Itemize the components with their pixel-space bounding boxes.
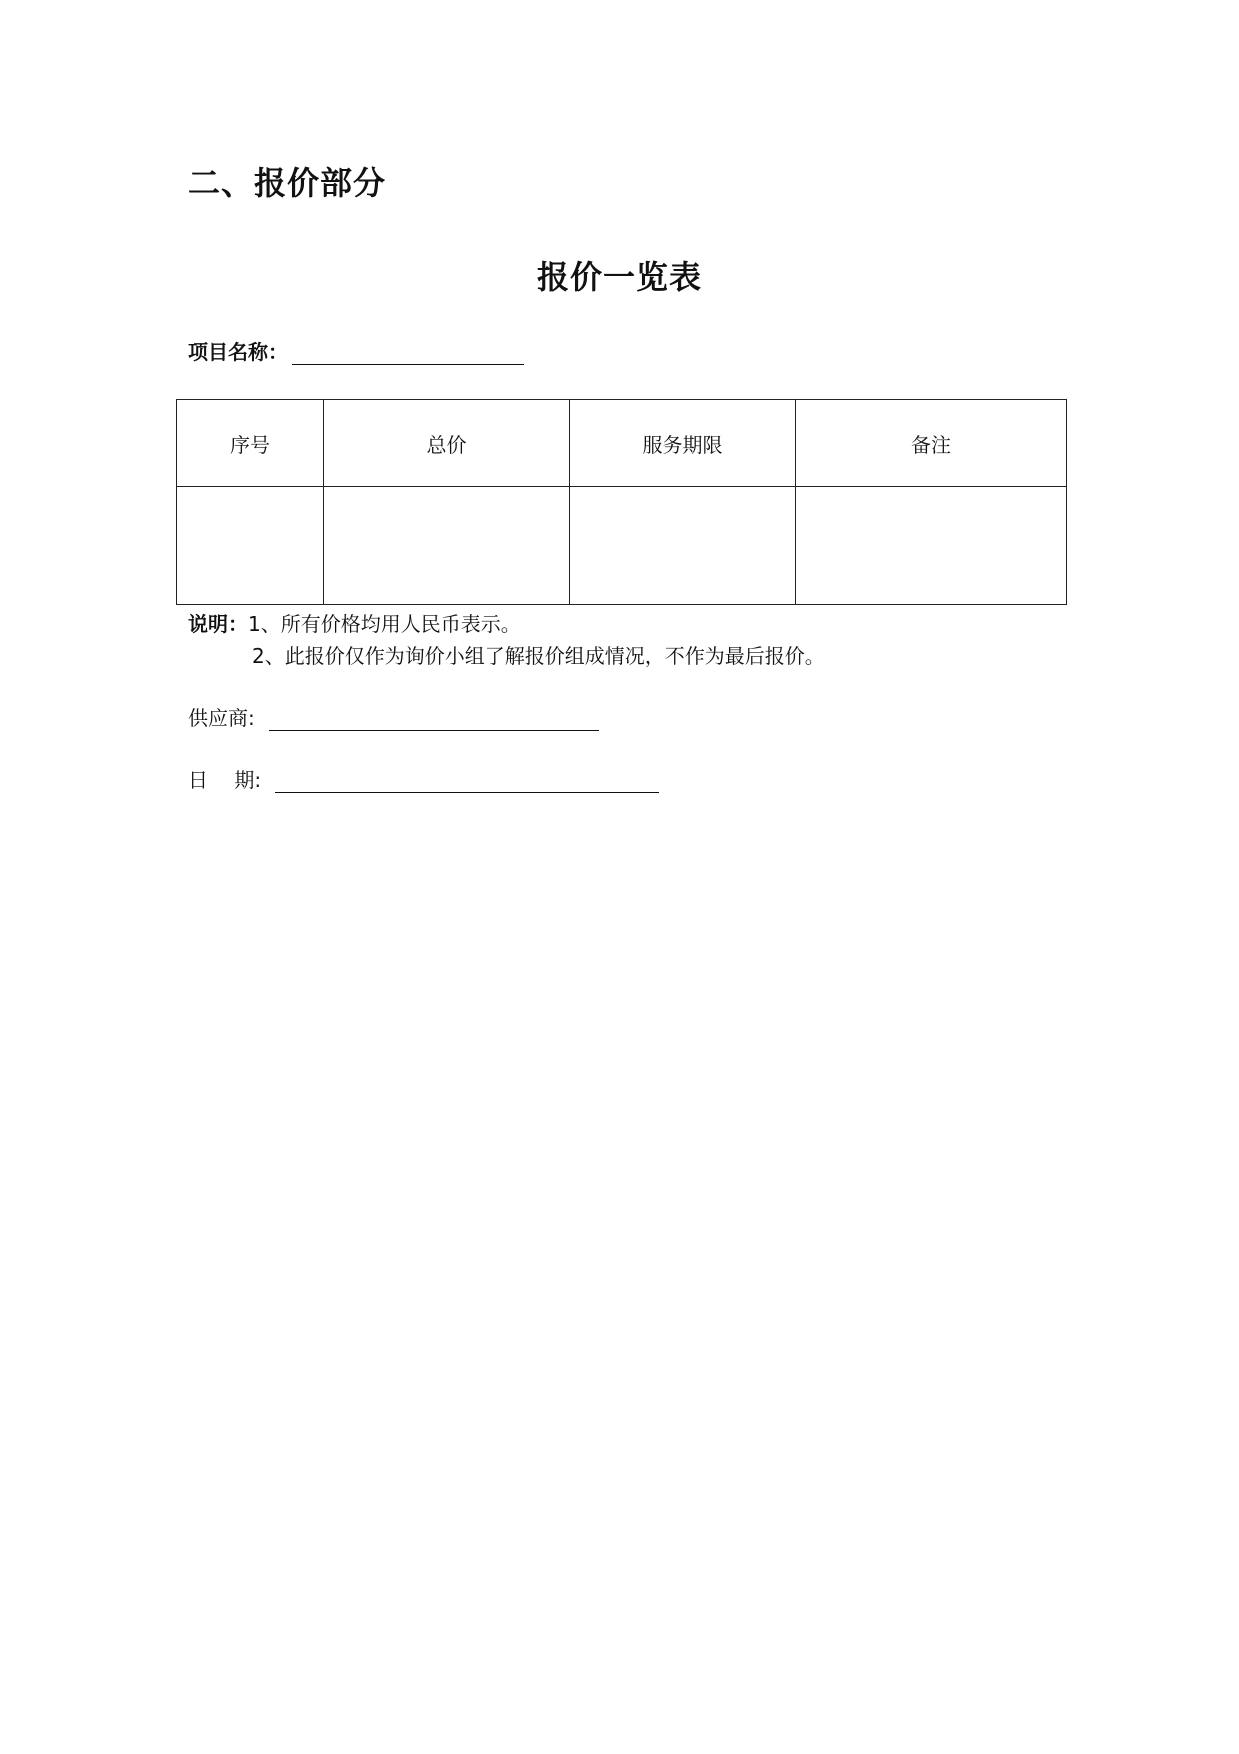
supplier-blank[interactable] xyxy=(269,708,599,731)
cell-service-period[interactable] xyxy=(570,487,796,605)
header-service-period: 服务期限 xyxy=(570,400,796,487)
cell-total-price[interactable] xyxy=(324,487,570,605)
date-blank[interactable] xyxy=(275,770,659,793)
note-line-2 xyxy=(188,640,825,672)
note-line-1 xyxy=(188,608,825,640)
quote-table xyxy=(176,399,1067,605)
header-total-price: 总价 xyxy=(324,400,570,487)
notes xyxy=(188,608,825,672)
table-header-row xyxy=(177,400,1067,487)
cell-index[interactable] xyxy=(177,487,324,605)
header-index: 序号 xyxy=(177,400,324,487)
supplier-row xyxy=(188,702,599,731)
project-name-row xyxy=(188,336,524,365)
table-row xyxy=(177,487,1067,605)
date-row xyxy=(188,764,659,793)
project-name-blank[interactable] xyxy=(292,342,524,365)
table-title: 报价一览表 xyxy=(536,258,702,296)
cell-remarks[interactable] xyxy=(796,487,1067,605)
date-label: 日 期: xyxy=(188,768,262,792)
project-name-label: 项目名称： xyxy=(188,340,288,364)
note-item-1: 1、所有价格均用人民币表示。 xyxy=(248,612,521,636)
notes-label: 说明： xyxy=(188,612,248,636)
section-heading: 二、报价部分 xyxy=(188,164,387,202)
header-remarks: 备注 xyxy=(796,400,1067,487)
note-item-2: 2、此报价仅作为询价小组了解报价组成情况，不作为最后报价。 xyxy=(252,644,825,668)
supplier-label: 供应商: xyxy=(188,706,255,730)
